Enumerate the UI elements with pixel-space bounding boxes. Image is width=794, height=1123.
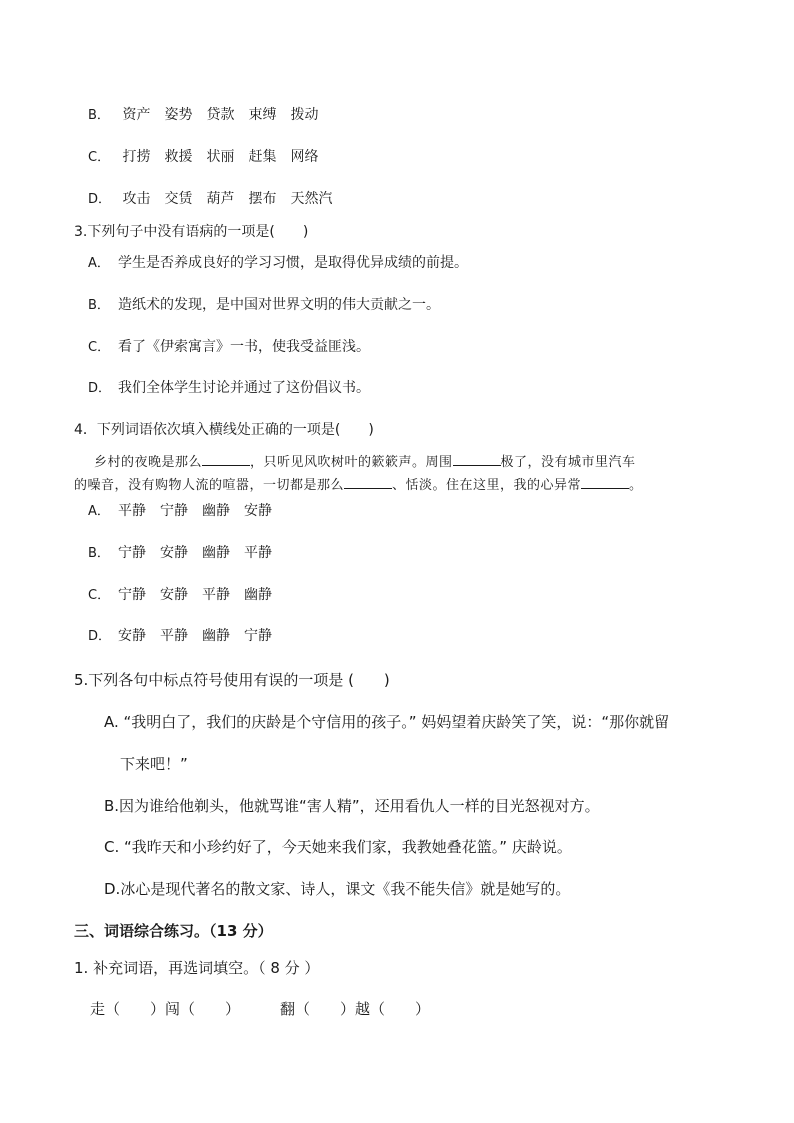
section-3-heading: 三、词语综合练习。（13 分）	[74, 922, 273, 940]
q4-option-a: A． 平静 宁静 幽静 安静	[88, 503, 272, 519]
section-3-q1-stem: 1. 补充词语，再选词填空。（ 8 分 ）	[74, 959, 320, 977]
q2-option-c: C． 打捞 救援 状丽 赶集 网络	[88, 149, 319, 165]
q5-option-a-continued: 下来吧！”	[120, 755, 188, 773]
q3-option-b: B． 造纸术的发现，是中国对世界文明的伟大贡献之一。	[88, 297, 440, 313]
q5-stem: 5.下列各句中标点符号使用有误的一项是 ( )	[74, 671, 390, 689]
q5-option-b: B.因为谁给他剃头，他就骂谁“害人精”，还用看仇人一样的目光怒视对方。	[104, 797, 600, 815]
fill-blank[interactable]	[453, 451, 501, 466]
q4-option-c: C． 宁静 安静 平静 幽静	[88, 587, 272, 603]
q3-option-a: A． 学生是否养成良好的学习习惯，是取得优异成绩的前提。	[88, 255, 468, 271]
fill-blank[interactable]	[344, 474, 392, 489]
q4-option-b: B． 宁静 安静 幽静 平静	[88, 545, 272, 561]
q4-passage-line-1: 乡村的夜晚是那么 ，只听见风吹树叶的簌簌声。周围 极了，没有城市里汽车	[94, 451, 636, 473]
q3-option-c: C． 看了《伊索寓言》一书，使我受益匪浅。	[88, 339, 370, 355]
q3-stem: 3.下列句子中没有语病的一项是( )	[74, 224, 309, 240]
q5-option-a: A. “我明白了，我们的庆龄是个守信用的孩子。” 妈妈望着庆龄笑了笑，说：“那你就留	[104, 713, 670, 731]
fill-blank[interactable]	[202, 451, 250, 466]
q4-stem: 4．下列词语依次填入横线处正确的一项是( )	[74, 422, 374, 438]
q3-option-d: D． 我们全体学生讨论并通过了这份倡议书。	[88, 380, 370, 396]
q2-option-d: D． 攻击 交赁 葫芦 摆布 天然汽	[88, 191, 333, 207]
q5-option-d: D.冰心是现代著名的散文家、诗人，课文《我不能失信》就是她写的。	[104, 880, 571, 898]
q5-option-c: C. “我昨天和小珍约好了，今天她来我们家，我教她叠花篮。” 庆龄说。	[104, 838, 572, 856]
fill-blank[interactable]	[581, 474, 629, 489]
fill-word-group-2: 翻（ ）越（ ）	[280, 1000, 431, 1018]
q4-option-d: D． 安静 平静 幽静 宁静	[88, 628, 272, 644]
fill-word-group-1: 走（ ）闯（ ）	[90, 1000, 241, 1018]
q4-passage-line-2: 的噪音，没有购物人流的喧嚣，一切都是那么 、恬淡。住在这里，我的心异常 。	[74, 474, 643, 496]
q2-option-b: B． 资产 姿势 贷款 束缚 拨动	[88, 107, 319, 123]
